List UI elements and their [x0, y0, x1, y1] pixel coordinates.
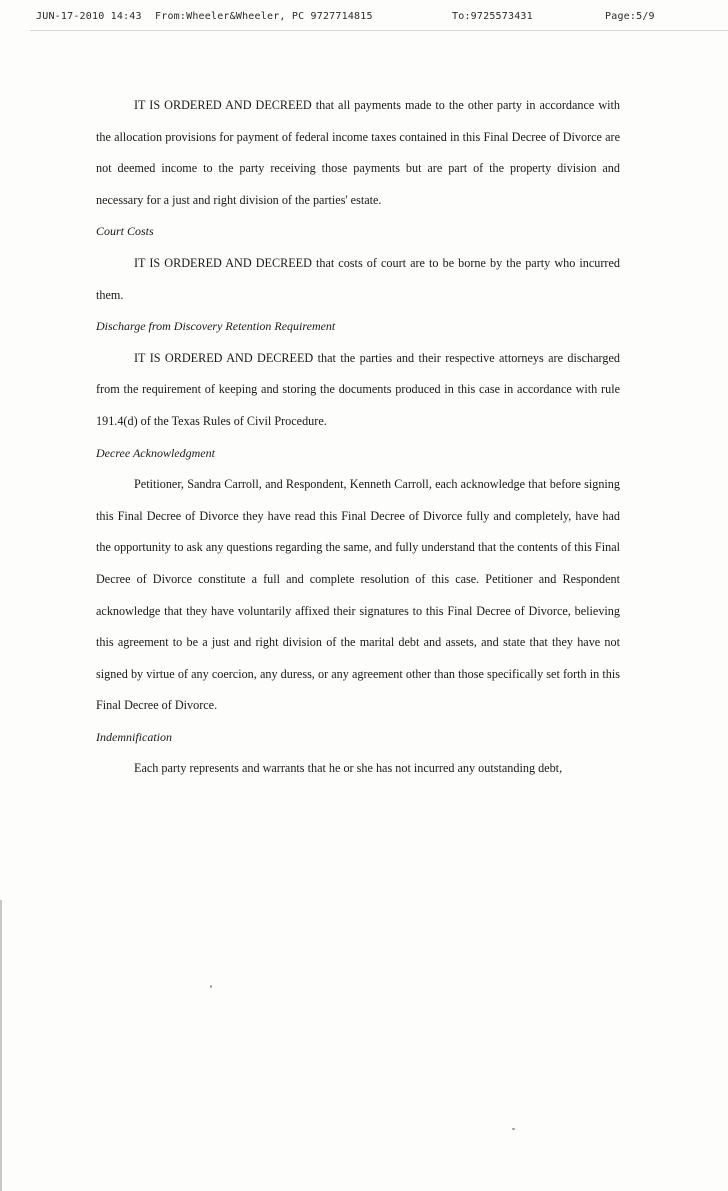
paragraph-discharge-discovery: IT IS ORDERED AND DECREED that the parties and their respective attorneys are discharged from the requirement of keeping and storing the documents produced in this case in accordance with rule 191.4(d) of the Texas Rules of Civil Procedure.	[96, 350, 620, 428]
heading-discharge-discovery: Discharge from Discovery Retention Requirement	[96, 319, 336, 334]
paragraph-decree-acknowledgment: Petitioner, Sandra Carroll, and Respondent, Kenneth Carroll, each acknowledge that before signing this Final Decree of Divorce they have read this Final Decree of Divorce fully and completely, have had the opportunity to ask any questions regarding the same, and fully understand that the contents of this Final Decree of Divorce constitute a full and complete resolution of this case. Petitioner and Respondent acknowledge that they have voluntarily affixed their signatures to this Final Decree of Divorce, believing this agreement to be a just and right division of the marital debt and assets, and state that they have not signed by virtue of any coercion, any duress, or any agreement other than those specifically set forth in this Final Decree of Divorce.	[96, 477, 620, 713]
paragraph-indemnification: Each party represents and warrants that he or she has not incurred any outstanding debt,	[134, 761, 563, 776]
heading-decree-acknowledgment: Decree Acknowledgment	[96, 445, 215, 460]
heading-indemnification: Indemnification	[96, 729, 172, 744]
fax-page-number: Page:5/9	[605, 11, 655, 22]
fax-to: To:9725573431	[452, 11, 533, 22]
scan-speck	[512, 1128, 515, 1130]
fax-datetime: JUN-17-2010 14:43	[36, 11, 142, 22]
fax-header	[0, 11, 728, 27]
scan-speck	[210, 985, 212, 988]
header-divider	[30, 30, 728, 31]
paragraph-tax-payments: IT IS ORDERED AND DECREED that all payments made to the other party in accordance with the allocation provisions for payment of federal income taxes contained in this Final Decree of Divorce are not deemed income to the party receiving those payments but are part of the property division and necessary for a just and right division of the parties' estate.	[96, 98, 620, 207]
heading-court-costs: Court Costs	[96, 224, 154, 239]
document-body	[96, 90, 620, 785]
paragraph-court-costs: IT IS ORDERED AND DECREED that costs of court are to be borne by the party who incurred them.	[96, 255, 620, 302]
scan-edge-mark	[0, 900, 2, 1191]
fax-from: From:Wheeler&Wheeler, PC 9727714815	[155, 11, 373, 22]
